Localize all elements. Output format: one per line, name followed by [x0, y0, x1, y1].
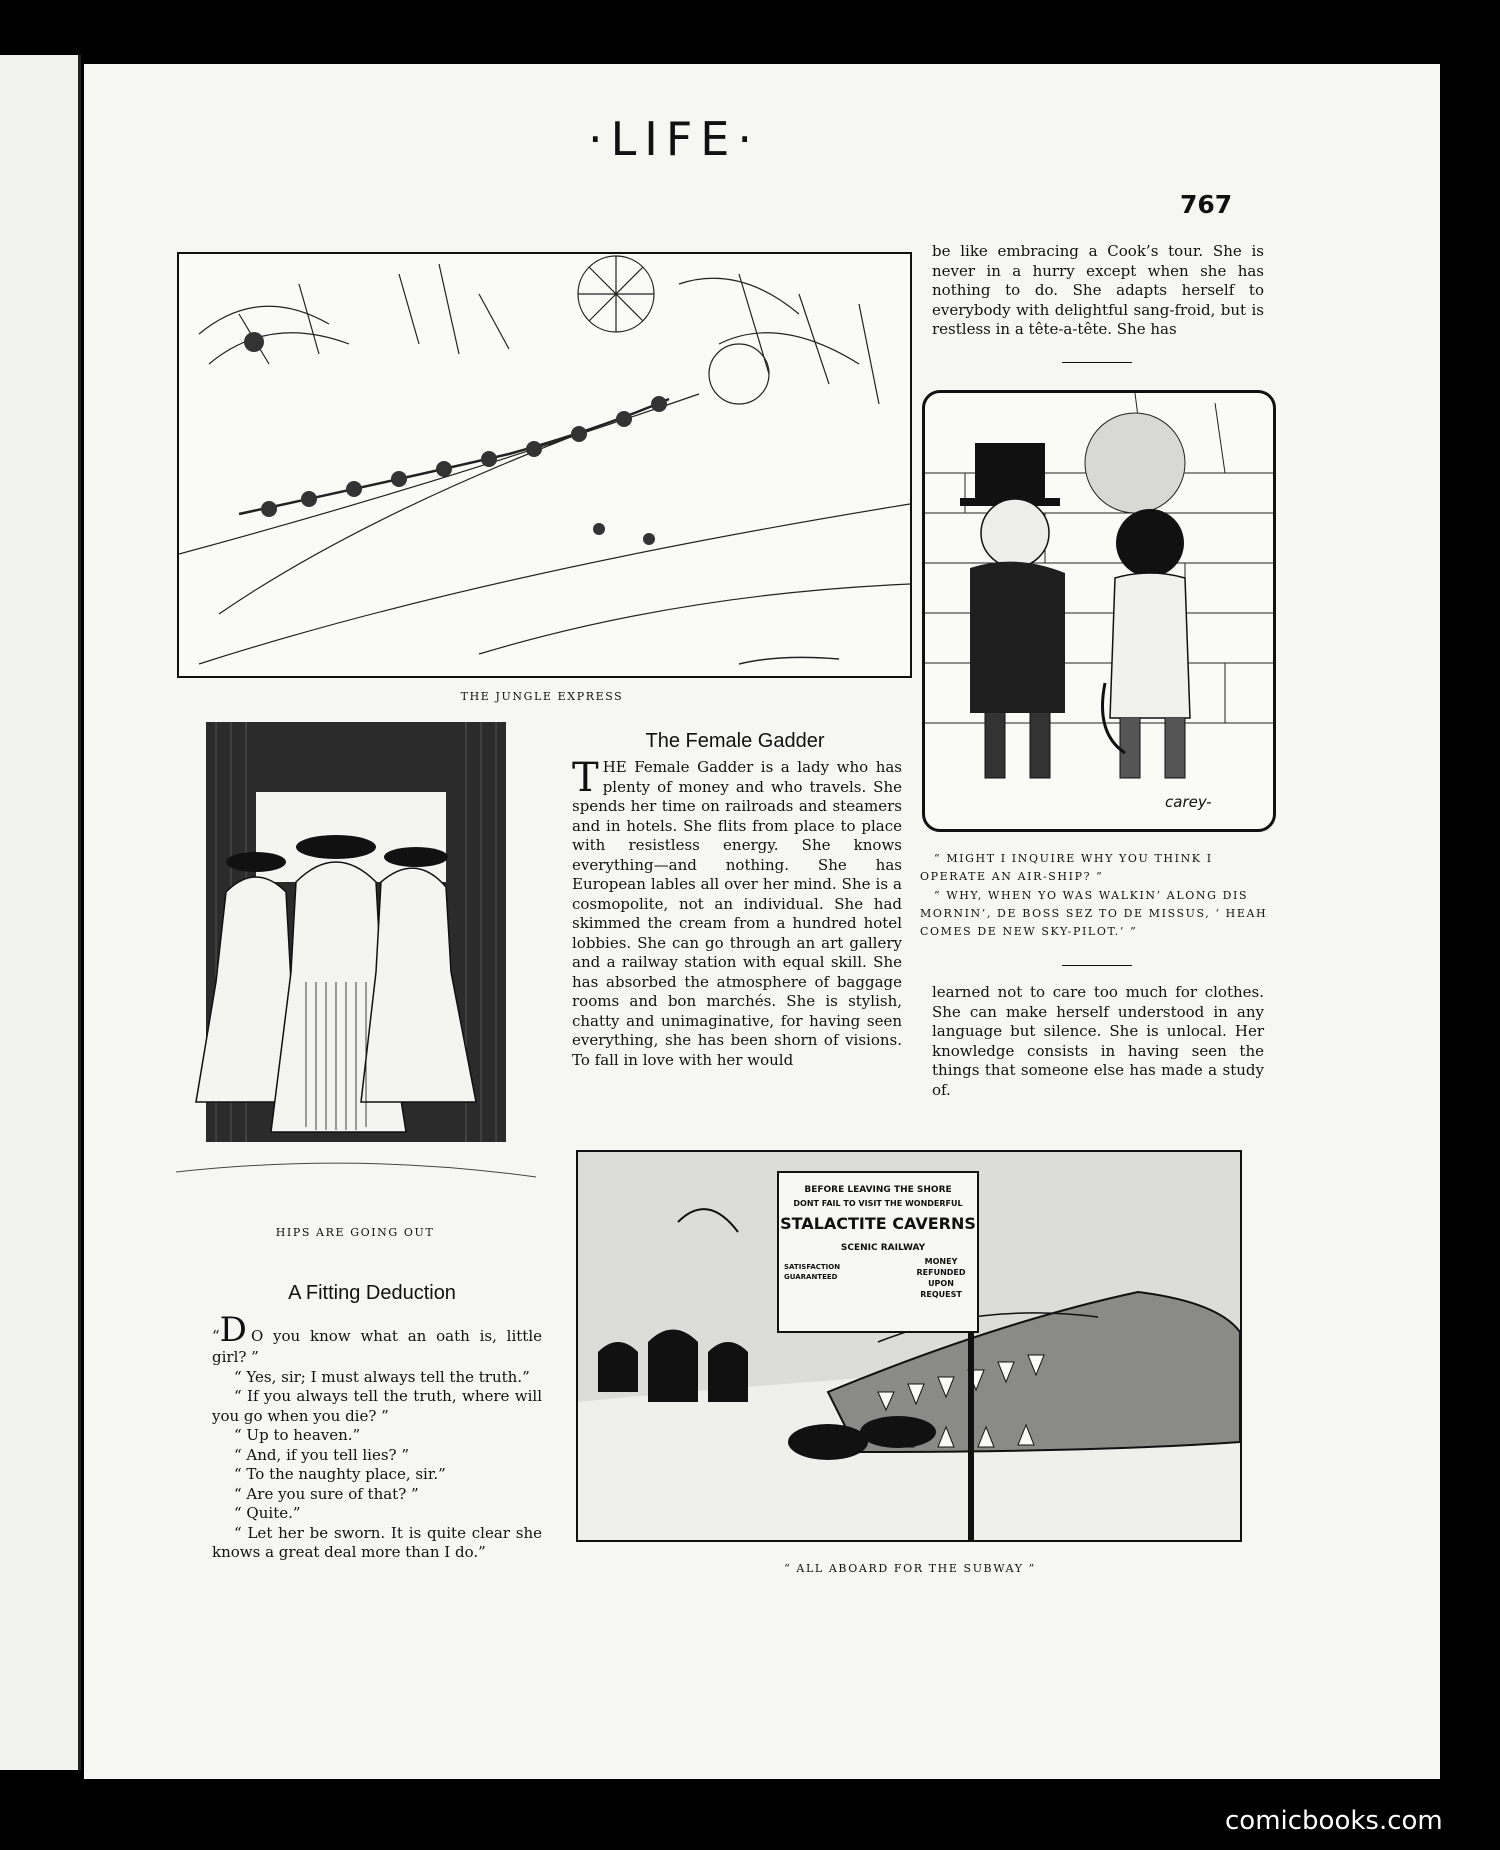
female-gadder-column1 — [572, 755, 902, 1070]
fitting-deduction-title: A Fitting Deduction — [288, 1282, 456, 1304]
dialog-line: “ Quite.” — [234, 1504, 301, 1522]
dialog-line: “ Are you sure of that? ” — [234, 1484, 419, 1503]
female-gadder-text1: HE Female Gadder is a lady who has plenty of money and who travels. She spends her time on railroads and steamers and in hotels. She flits from place to place with resistless energy. She knows everything—and nothing. She has European lables all over her mind. She is a cosmopolite, not an individual. She had skimmed the cream from a hundred hotel lobbies. She can go through an art gallery and a railway station with equal skill. She has absorbed the atmosphere of baggage rooms and bon marchés. She is stylish, chatty and unimaginative, for having seen everything, she has been shorn of visions. To fall in love with her would — [572, 758, 902, 1069]
female-gadder-column2-top: be like embracing a Cook’s tour. She is never in a hurry except when she has nothing to do. She adapts herself to everybody with delightful sang-froid, but is restless in a tête-a-tête. She has — [932, 242, 1264, 338]
masthead: ·LIFE· — [588, 112, 760, 166]
female-gadder-column2-bottom: learned not to care too much for clothes. She can make herself understood in any language but silence. She is unlocal. Her knowledge consists in having seen the things that someone else has made a study of. — [932, 983, 1264, 1099]
dialog-line: “ Up to heaven.” — [234, 1426, 361, 1444]
sign-left-note: SATISFACTION GUARANTEED — [784, 1263, 841, 1281]
sign-right-note: MONEY REFUNDED UPON REQUEST — [916, 1257, 966, 1299]
hips-illustration — [176, 722, 536, 1202]
hips-caption: HIPS ARE GOING OUT — [275, 1226, 435, 1239]
fitting-deduction-first-line: O you know what an oath is, little girl? ” — [212, 1327, 542, 1366]
dialog-line: “ Let her be sworn. It is quite clear she knows a great deal more than I do.” — [212, 1523, 542, 1561]
section-divider — [1062, 362, 1132, 363]
page-number: 767 — [1180, 190, 1233, 219]
female-gadder-dropcap: T — [572, 755, 599, 801]
dialog-line: “ To the naughty place, sir.” — [234, 1465, 446, 1483]
air-ship-signature: carey- — [1165, 793, 1212, 811]
watermark: comicbooks.com — [1225, 1806, 1443, 1836]
jungle-express-caption: THE JUNGLE EXPRESS — [460, 690, 624, 703]
sign-line4: SCENIC RAILWAY — [840, 1243, 926, 1253]
sign-line1: BEFORE LEAVING THE SHORE — [804, 1185, 952, 1195]
sign-line2: DONT FAIL TO VISIT THE WONDERFUL — [793, 1199, 963, 1208]
subway-illustration — [576, 1150, 1242, 1542]
jungle-express-illustration — [177, 252, 912, 678]
opening-quote: “ — [212, 1327, 220, 1345]
air-ship-illustration — [922, 390, 1276, 832]
dialog-line: “ And, if you tell lies? ” — [234, 1445, 410, 1464]
subway-caption: “ ALL ABOARD FOR THE SUBWAY ” — [784, 1562, 1036, 1575]
sign-line3: STALACTITE CAVERNS — [780, 1214, 976, 1233]
previous-page-edge — [0, 55, 81, 1770]
dialog-line: “ Yes, sir; I must always tell the truth.” — [234, 1367, 530, 1386]
air-ship-caption-line2: “ WHY, WHEN YO WAS WALKIN’ ALONG DIS MORNIN’, DE BOSS SEZ TO DE MISSUS, ‘ HEAH COMES DE NEW SKY-PILOT.’ ” — [920, 889, 1268, 938]
fitting-deduction-opening — [212, 1312, 542, 1368]
section-divider — [1062, 965, 1132, 966]
fitting-deduction-text — [212, 1312, 542, 1563]
female-gadder-title: The Female Gadder — [645, 730, 825, 752]
fitting-deduction-dropcap: D — [219, 1310, 247, 1350]
air-ship-caption-line1: “ MIGHT I INQUIRE WHY YOU THINK I OPERATE AN AIR-SHIP? ” — [920, 852, 1213, 883]
dialog-line: “ If you always tell the truth, where will you go when you die? ” — [212, 1387, 542, 1425]
